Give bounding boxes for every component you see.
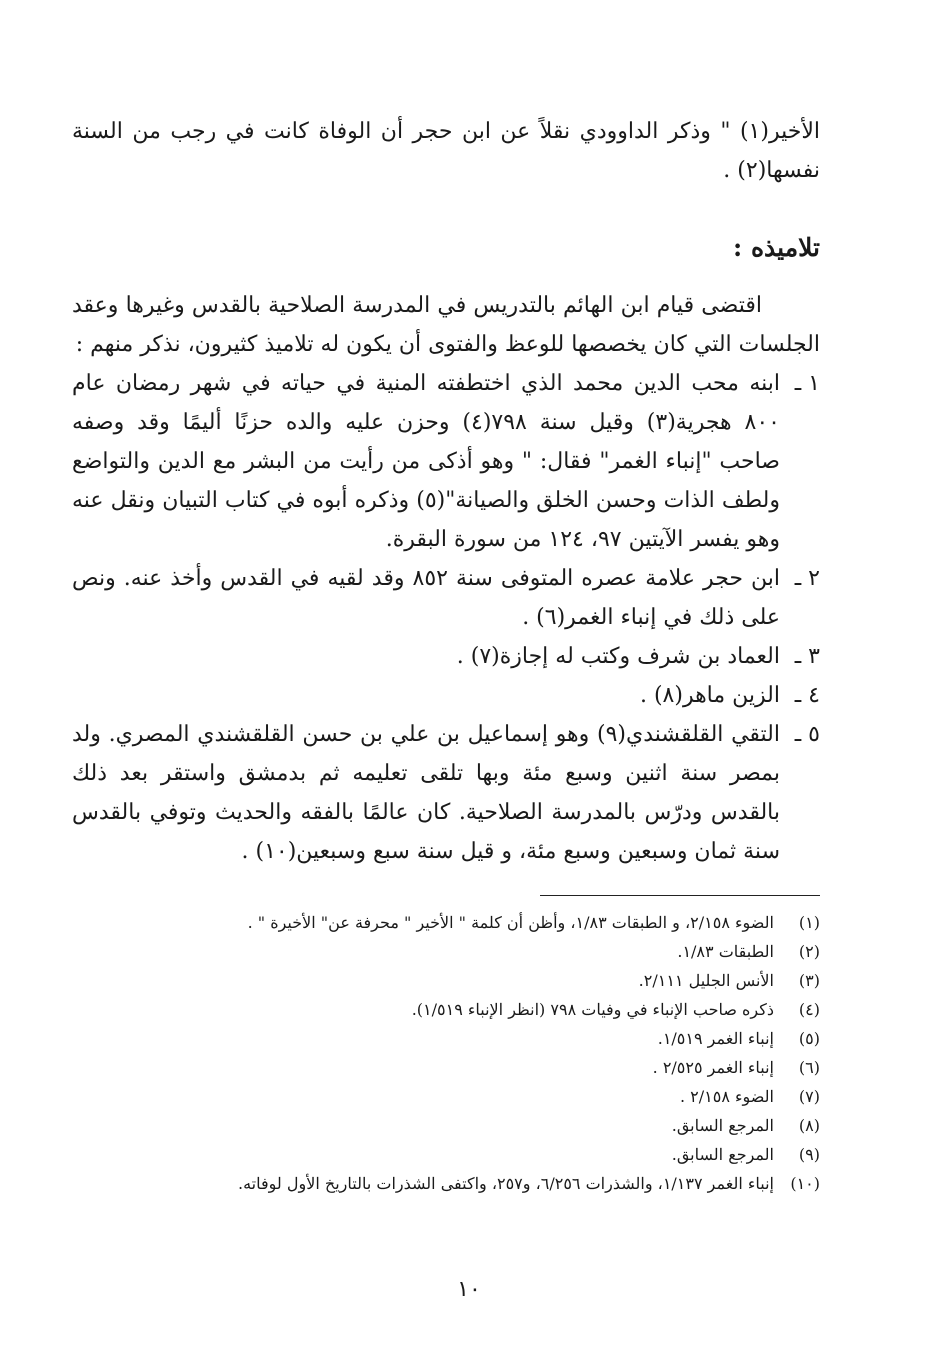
student-item — [72, 637, 820, 676]
footnote-item — [72, 1053, 820, 1082]
footnote-item — [72, 1140, 820, 1169]
student-number: ٣ ـ — [794, 644, 820, 669]
footnote-number: (٤) — [798, 1000, 820, 1019]
student-text: العماد بن شرف وكتب له إجازة(٧) . — [456, 644, 780, 669]
student-number: ١ ـ — [794, 371, 820, 396]
footnote-item — [72, 966, 820, 995]
footnote-text: إنباء الغمر ٢/٥٢٥ . — [652, 1058, 774, 1077]
student-number: ٥ ـ — [794, 722, 820, 747]
student-text: التقي القلقشندي(٩) وهو إسماعيل بن علي بن حسن القلقشندي المصري. ولد بمصر سنة اثنين وسبع مئة وبها تلقى تعليمه ثم بدمشق واستقر بعد ذلك بالقدس ودرّس بالمدرسة الصلاحية. كان عالمًا بالفقه والحديث وتوفي بالقدس سنة ثمان وسبعين وسبع مئة، و قيل سنة سبع وسبعين(١٠) . — [72, 722, 780, 864]
student-text: ابنه محب الدين محمد الذي اختطفته المنية في حياته في شهر رمضان عام ٨٠٠ هجرية(٣) وقيل سنة ٧٩٨(٤) وحزن عليه والده حزنًا أليمًا وقد وصفه صاحب "إنباء الغمر" فقال: " وهو أذكى من رأيت من البشر مع الدين والتواضع ولطف الذات وحسن الخلق والصيانة"(٥) وذكره أبوه في كتاب التبيان ونقل عنه وهو يفسر الآيتين ٩٧، ١٢٤ من سورة البقرة. — [72, 371, 780, 552]
footnote-item — [72, 1169, 820, 1198]
footnote-number: (٢) — [798, 942, 820, 961]
student-number: ٢ ـ — [794, 566, 820, 591]
intro-text — [72, 112, 820, 190]
footnote-number: (٧) — [798, 1087, 820, 1106]
footnote-number: (١) — [798, 913, 820, 932]
footnote-number: (٦) — [798, 1058, 820, 1077]
footnote-number: (١٠) — [790, 1174, 820, 1193]
footnote-divider — [540, 895, 820, 896]
footnote-item — [72, 995, 820, 1024]
footnote-text: الضوء ٢/١٥٨ . — [679, 1087, 774, 1106]
student-number: ٤ ـ — [794, 683, 820, 708]
footnote-item — [72, 1082, 820, 1111]
footnote-item — [72, 937, 820, 966]
footnote-text: المرجع السابق. — [671, 1116, 774, 1135]
intro-paragraph: الأخير(١) " وذكر الداوودي نقلاً عن ابن حجر أن الوفاة كانت في رجب من السنة نفسها(٢) . — [72, 119, 820, 183]
footnote-number: (٩) — [798, 1145, 820, 1164]
footnote-text: ذكره صاحب الإنباء في وفيات ٧٩٨ (انظر الإنباء ١/٥١٩). — [411, 1000, 774, 1019]
section-paragraph-block — [72, 286, 820, 364]
page-number: ١٠ — [457, 1277, 481, 1302]
footnote-number: (٨) — [798, 1116, 820, 1135]
students-list — [72, 364, 820, 871]
footnote-text: الطبقات ١/٨٣. — [677, 942, 774, 961]
student-text: ابن حجر علامة عصره المتوفى سنة ٨٥٢ وقد لقيه في القدس وأخذ عنه. ونص على ذلك في إنباء الغمر(٦) . — [72, 566, 781, 630]
footnote-number: (٣) — [798, 971, 820, 990]
footnote-text: إنباء الغمر ١/١٣٧، والشذرات ٦/٢٥٦، و٢٥٧، واكتفى الشذرات بالتاريخ الأول لوفاته. — [238, 1174, 774, 1193]
footnotes-list — [72, 908, 820, 1198]
footnote-text: الأنس الجليل ٢/١١١. — [638, 971, 774, 990]
student-item — [72, 559, 820, 637]
student-item — [72, 715, 820, 871]
section-heading: تلاميذه : — [733, 233, 820, 262]
student-item — [72, 364, 820, 559]
footnote-number: (٥) — [798, 1029, 820, 1048]
footnote-item — [72, 1111, 820, 1140]
student-item — [72, 676, 820, 715]
footnote-text: الضوء ٢/١٥٨، و الطبقات ١/٨٣، وأظن أن كلمة " الأخير " محرفة عن" الأخيرة " . — [247, 913, 774, 932]
footnote-text: إنباء الغمر ١/٥١٩. — [657, 1029, 774, 1048]
section-paragraph: اقتضى قيام ابن الهائم بالتدريس في المدرسة الصلاحية بالقدس وغيرها وعقد الجلسات التي كان يخصصها للوعظ والفتوى أن يكون له تلاميذ كثيرون، نذكر منهم : — [72, 293, 820, 357]
footnote-item — [72, 908, 820, 937]
student-text: الزين ماهر(٨) . — [639, 683, 780, 708]
page-body — [72, 112, 820, 1198]
footnote-text: المرجع السابق. — [671, 1145, 774, 1164]
footnote-item — [72, 1024, 820, 1053]
